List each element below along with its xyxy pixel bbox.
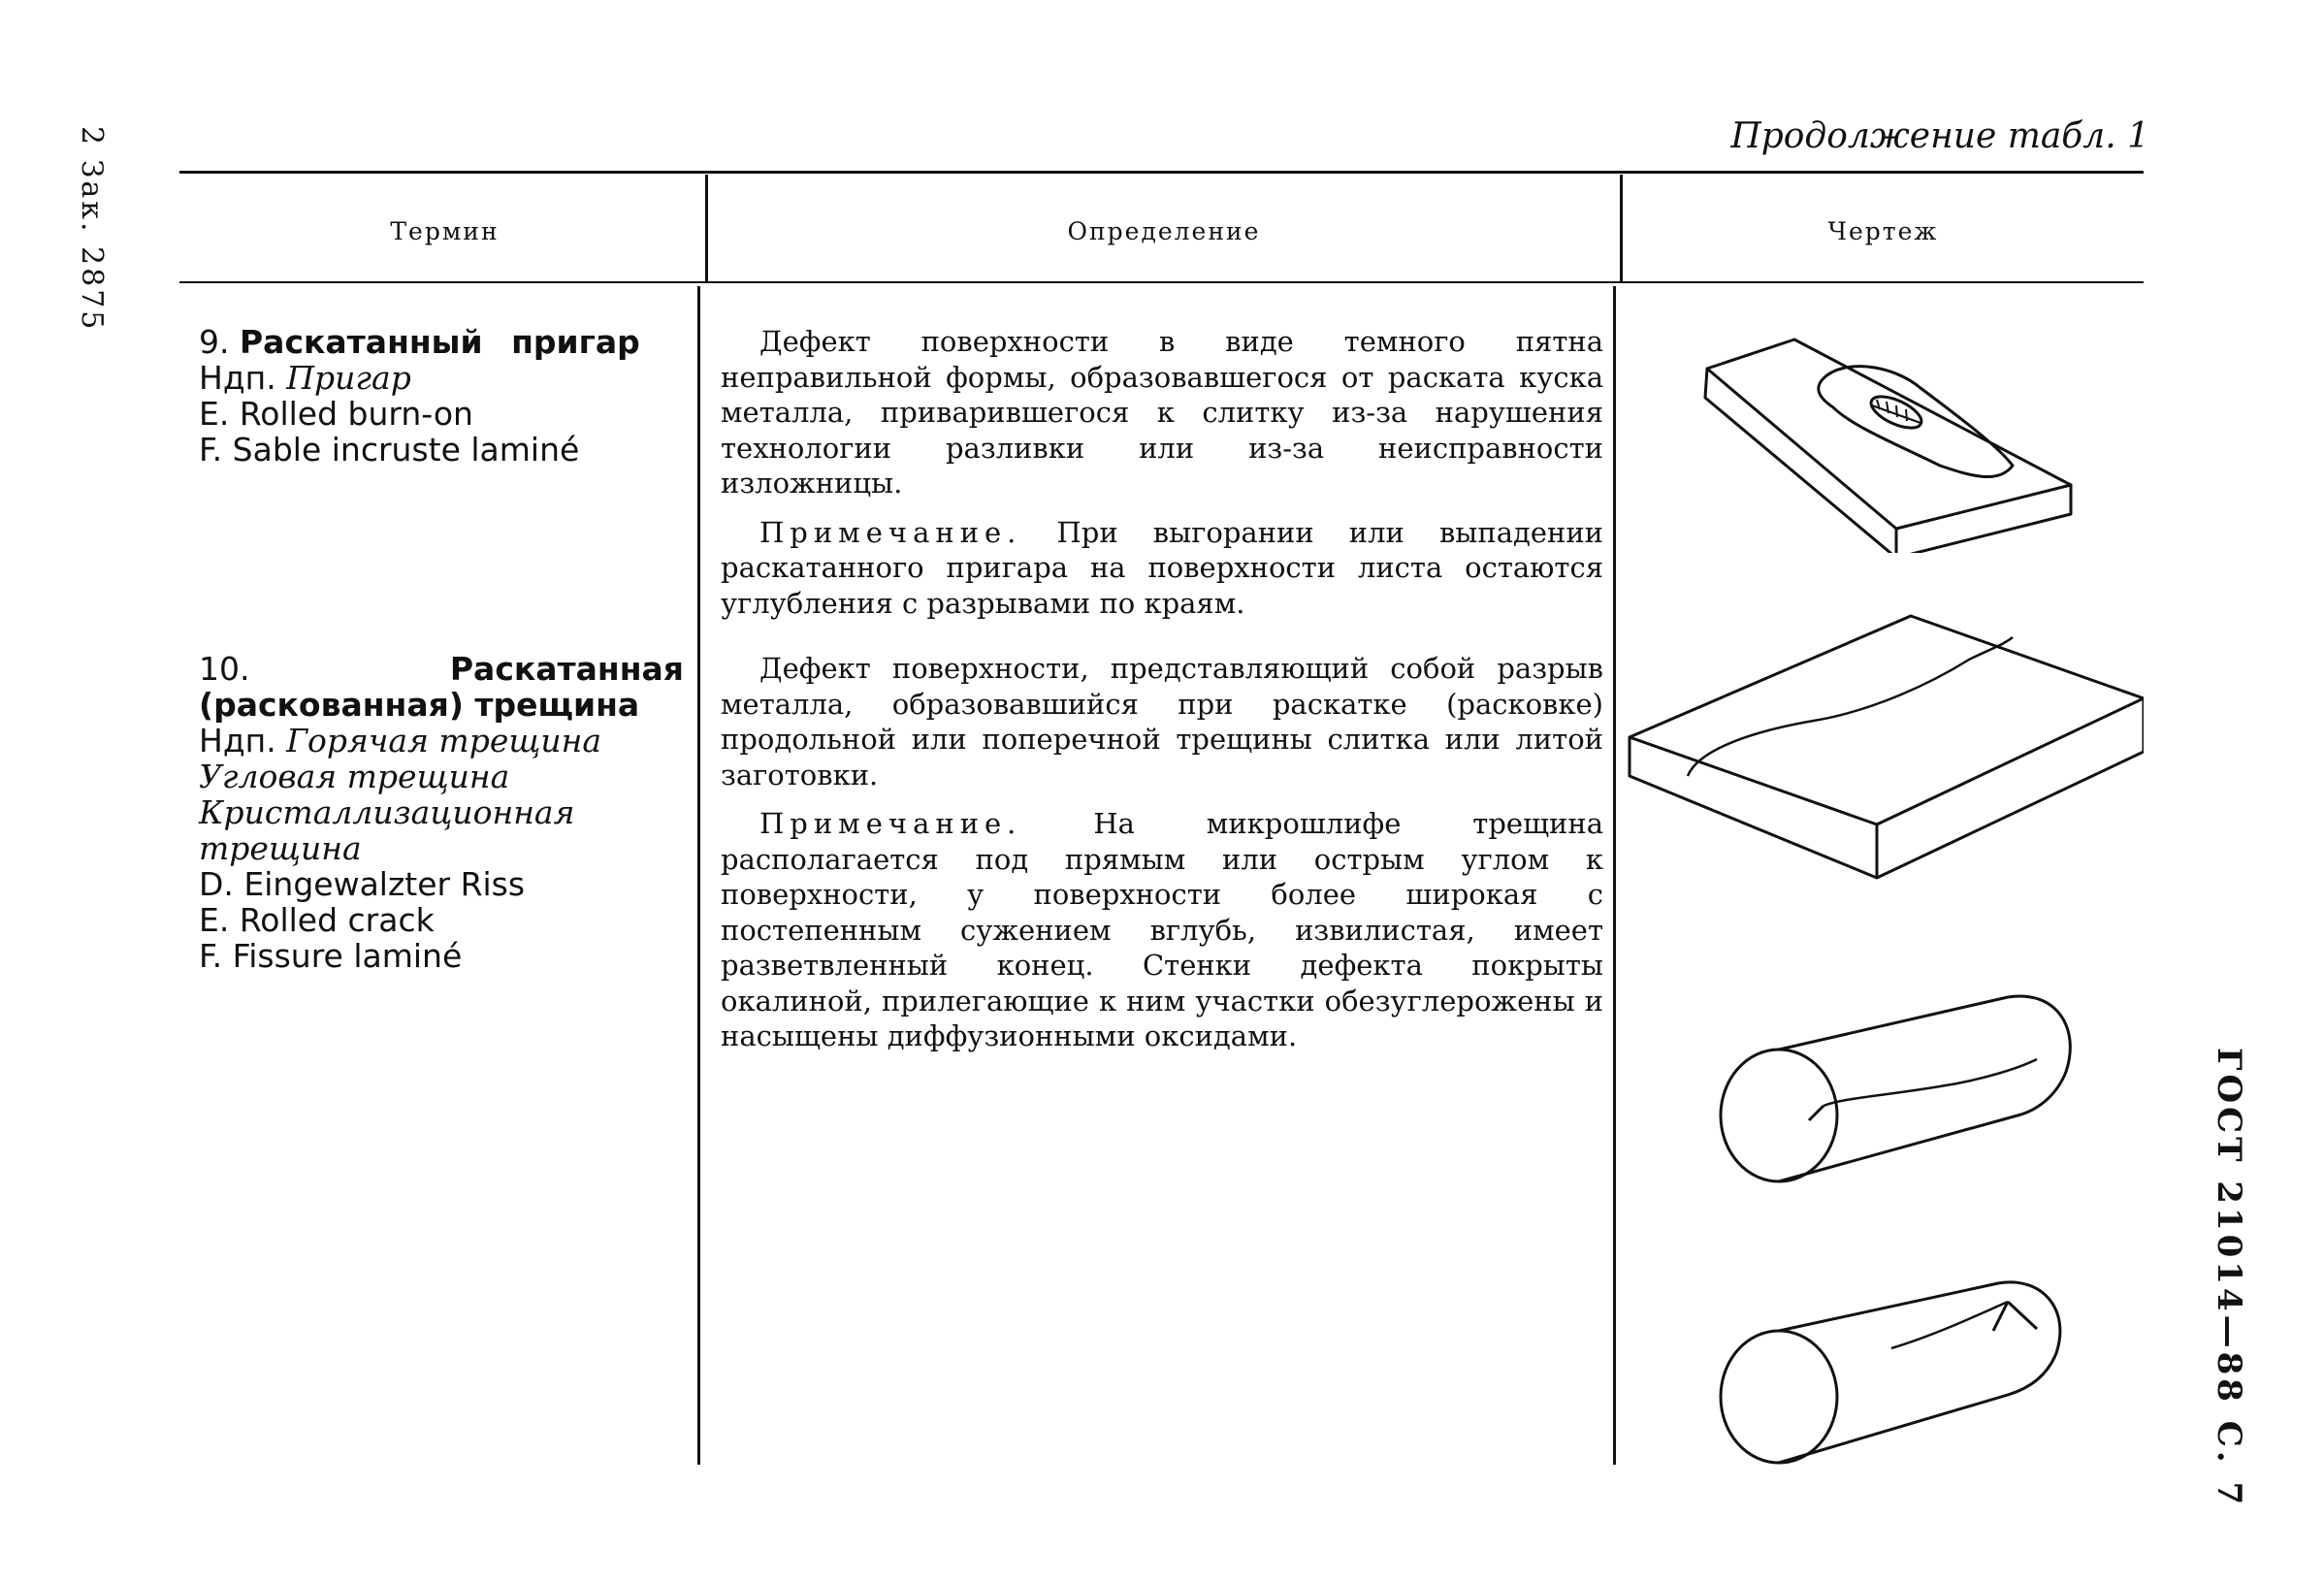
column-divider-2-body: [1613, 286, 1616, 1465]
note-text: На микрошлифе трещина располагается под прямым или острым углом к поверхности, у поверхности более широкая с постепенным сужением вглубь, извилистая, имеет разветвленный конец. Стенки дефекта покрыты окалиной, прилегающие к ним участки обезуглерожены и насыщены диффузионными оксидами.: [721, 807, 1603, 1052]
definition-entry-10: [721, 651, 1603, 1054]
term-entry-9: [199, 324, 684, 468]
foreign-term: F. Fissure laminé: [199, 937, 463, 975]
cylinder-crack-drawing-2: [1717, 1280, 2085, 1474]
ndp-term: Пригар: [286, 359, 411, 397]
definition-entry-9: [721, 324, 1603, 621]
ndp-label: Ндп.: [199, 722, 276, 759]
definition-text: Дефект поверхности, представляющий собой разрыв металла, образовавшийся при раскатке (расковке) продольной или поперечной трещины слитка или литой заготовки.: [721, 652, 1603, 792]
ndp-label: Ндп.: [199, 359, 276, 397]
table-header-rule: [179, 281, 2144, 283]
standard-page-label: ГОСТ 21014—88 С. 7: [2210, 1048, 2248, 1509]
note-text: При выгорании или выпадении раскатанного пригара на поверхности листа остаются углубления с разрывами по краям.: [721, 515, 1603, 620]
ndp-term: Горячая трещина: [286, 722, 602, 759]
foreign-term: E. Rolled burn-on: [199, 395, 473, 433]
ndp-term: Кристаллизационная трещина: [199, 793, 575, 867]
header-term: Термин: [390, 217, 500, 245]
term-title: Раскатанная (раскованная) трещина: [199, 650, 684, 724]
header-definition: Определение: [1067, 217, 1261, 245]
slab-crack-drawing: [1620, 606, 2144, 897]
note-block: [721, 806, 1603, 1054]
note-label: Примечание.: [759, 807, 1022, 840]
note-block: [721, 515, 1603, 622]
note-label: Примечание.: [759, 515, 1022, 549]
term-title: Раскатанный пригар: [240, 323, 640, 361]
definition-text: Дефект поверхности в виде темного пятна неправильной формы, образовавшегося от раската куска металла, приварившегося к слитку из-за нарушения технологии разливки или из-за неисправности изложницы.: [721, 325, 1603, 500]
cylinder-crack-drawing-1: [1717, 989, 2085, 1193]
term-entry-10: [199, 651, 684, 974]
table-top-rule: [179, 171, 2144, 174]
ndp-term: Угловая трещина: [199, 758, 510, 795]
slab-burn-on-drawing: [1688, 320, 2095, 553]
foreign-term: F. Sable incruste laminé: [199, 431, 580, 468]
continuation-caption: Продолжение табл. 1: [1730, 116, 2149, 156]
foreign-term: E. Rolled crack: [199, 901, 435, 939]
foreign-term: D. Eingewalzter Riss: [199, 865, 526, 903]
header-drawing: Чертеж: [1827, 217, 1939, 245]
page-margin-label: 2 Зак. 2875: [75, 126, 109, 333]
column-divider-1-body: [697, 286, 700, 1465]
term-number: 10.: [199, 650, 250, 688]
term-number: 9.: [199, 323, 230, 361]
